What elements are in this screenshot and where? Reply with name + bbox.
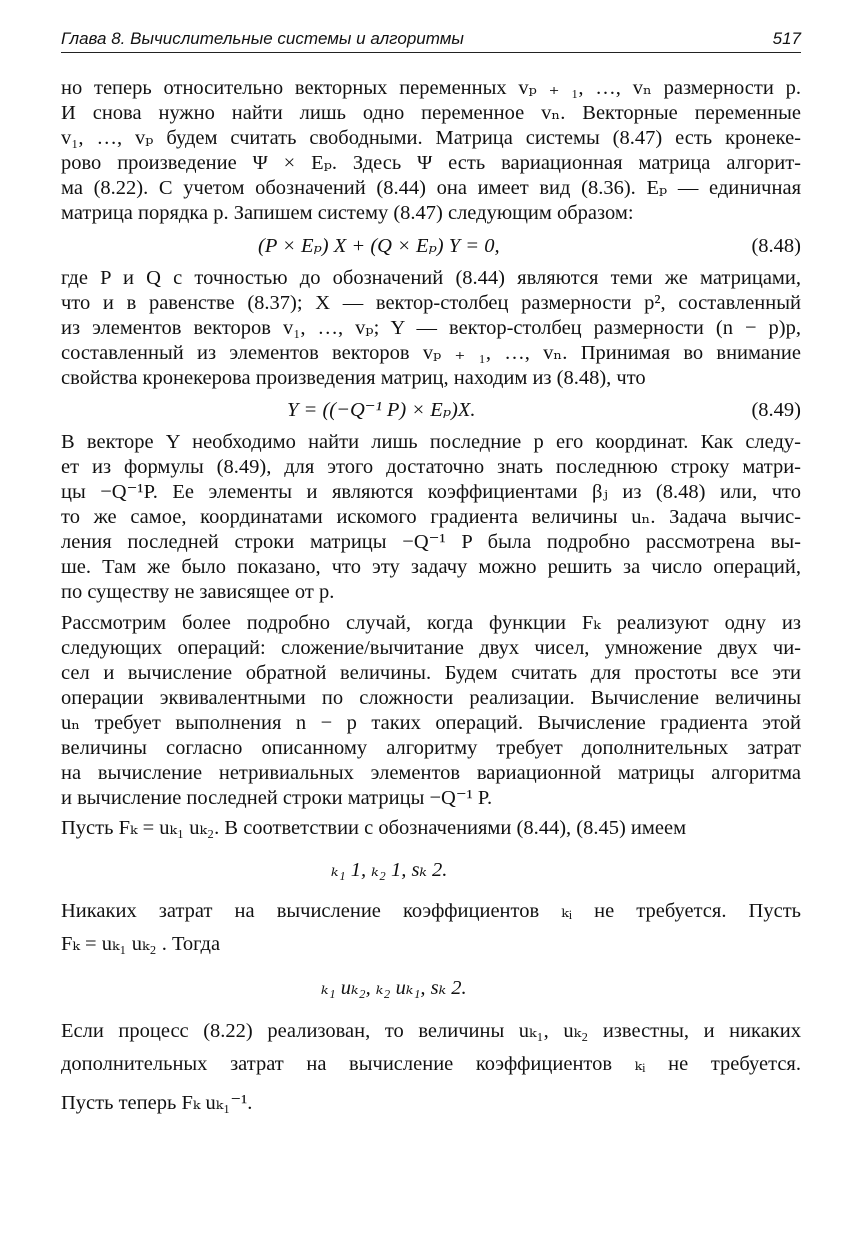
equation-expression: ₖ₁ uₖ₂, ₖ₂ uₖ₁, sₖ 2. [321, 977, 467, 999]
text-line: свойства кронекерова произведения матриц, находим из (8.48), что [61, 367, 646, 389]
text-line: на вычисление нетривиальных элементов вариационной матрицы алгоритма [61, 762, 801, 784]
equation-number: (8.49) [751, 399, 801, 421]
text-line: величины согласно описанному алгоритму требует дополнительных затрат [61, 737, 801, 759]
header-rule [61, 52, 801, 53]
text-line: v₁, …, vₚ будем считать свободными. Матрица системы (8.47) есть кронеке- [61, 127, 801, 149]
equation-number: (8.48) [751, 235, 801, 257]
text-line: ма (8.22). С учетом обозначений (8.44) она имеет вид (8.36). Eₚ — единичная [61, 177, 801, 199]
text-line: Никаких затрат на вычисление коэффициентов ₖᵢ не требуется. Пусть [61, 900, 801, 922]
equation-expression: Y = ((−Q⁻¹ P) × Eₚ)X. [287, 399, 476, 421]
chapter-title: Глава 8. Вычислительные системы и алгоритмы [61, 29, 464, 48]
text-line: где P и Q с точностью до обозначений (8.44) являются теми же матрицами, [61, 267, 801, 289]
equation-expression: ₖ₁ 1, ₖ₂ 1, sₖ 2. [331, 859, 448, 881]
text-line: ления последней строки матрицы −Q⁻¹ P была подробно рассмотрена вы- [61, 531, 801, 553]
text-line: и вычисление последней строки матрицы −Q⁻¹ P. [61, 787, 493, 809]
text-line: И снова нужно найти лишь одно переменное vₙ. Векторные переменные [61, 102, 801, 124]
text-line: ше. Там же было показано, что эту задачу можно решить за число операций, [61, 556, 801, 578]
text-line: Fₖ = uₖ₁ uₖ₂ . Тогда [61, 933, 221, 955]
text-line: но теперь относительно векторных переменных vₚ ₊ ₁, …, vₙ размерности p. [61, 77, 801, 99]
text-line: дополнительных затрат на вычисление коэффициентов ₖᵢ не требуется. [61, 1053, 801, 1075]
text-line: по существу не зависящее от p. [61, 581, 335, 603]
text-line: составленный из элементов векторов vₚ ₊ ₁, …, vₙ. Принимая во внимание [61, 342, 801, 364]
text-line: матрица порядка p. Запишем систему (8.47) следующим образом: [61, 202, 634, 224]
text-line: рово произведение Ψ × Eₚ. Здесь Ψ есть вариационная матрица алгорит- [61, 152, 801, 174]
text-line: Пусть теперь Fₖ uₖ₁⁻¹. [61, 1092, 253, 1114]
page-number: 517 [772, 29, 801, 48]
text-line: из элементов векторов v₁, …, vₚ; Y — вектор-столбец размерности (n − p)p, [61, 317, 801, 339]
text-line: цы −Q⁻¹P. Ее элементы и являются коэффициентами βⱼ из (8.48) или, что [61, 481, 801, 503]
text-line: что и в равенстве (8.37); X — вектор-столбец размерности p², составленный [61, 292, 801, 314]
equation-expression: (P × Eₚ) X + (Q × Eₚ) Y = 0, [258, 235, 500, 257]
text-line: В векторе Y необходимо найти лишь последние p его координат. Как следу- [61, 431, 801, 453]
text-line: Пусть Fₖ = uₖ₁ uₖ₂. В соответствии с обозначениями (8.44), (8.45) имеем [61, 817, 687, 839]
text-line: сел и вычисление обратной величины. Будем считать для простоты все эти [61, 662, 801, 684]
text-line: uₙ требует выполнения n − p таких операций. Вычисление градиента этой [61, 712, 801, 734]
text-line: Рассмотрим более подробно случай, когда функции Fₖ реализуют одну из [61, 612, 801, 634]
text-line: то же самое, координатами искомого градиента величины uₙ. Задача вычис- [61, 506, 801, 528]
text-line: Если процесс (8.22) реализован, то величины uₖ₁, uₖ₂ известны, и никаких [61, 1020, 801, 1042]
text-line: следующих операций: сложение/вычитание двух чисел, умножение двух чи- [61, 637, 801, 659]
text-line: операции эквивалентными по сложности реализации. Вычисление величины [61, 687, 801, 709]
text-line: ет из формулы (8.49), для этого достаточно знать последнюю строку матри- [61, 456, 801, 478]
